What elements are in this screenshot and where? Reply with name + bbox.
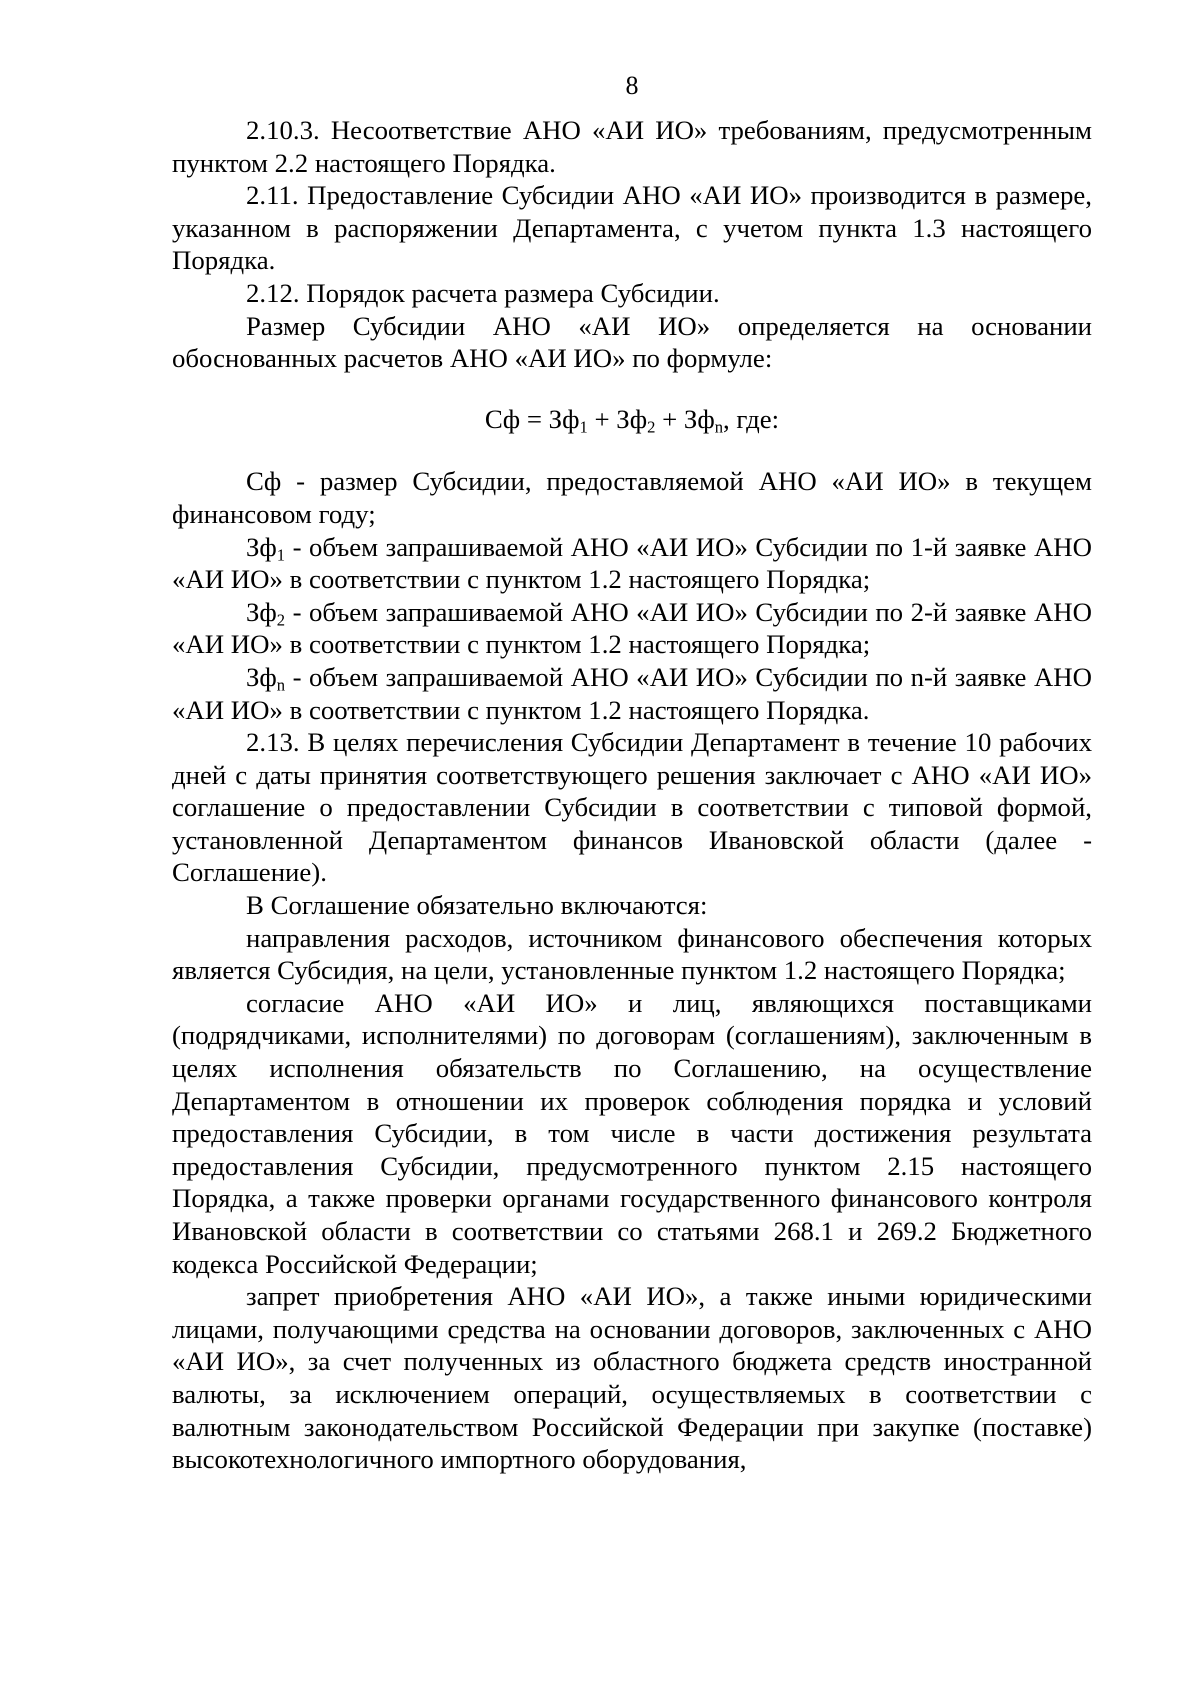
definition-zfn-symbol: Зф (246, 661, 277, 692)
paragraph-2-13: 2.13. В целях перечисления Субсидии Департамент в течение 10 рабочих дней с даты принятия соответствующего решения заключает с АНО «АИ ИО» соглашение о предоставлении Субсидии в соответствии с типовой формой, установленной Департаментом финансов Ивановской области (далее - Соглашение). (172, 727, 1092, 888)
paragraph-currency-ban: запрет приобретения АНО «АИ ИО», а также иными юридическими лицами, получающими средства на основании договоров, заключенных с АНО «АИ ИО», за счет полученных из областного бюджета средств иностранной валюты, за исключением операций, осуществляемых в соответствии с валютным законодательством Российской Федерации при закупке (поставке) высокотехнологичного импортного оборудования, (172, 1281, 1092, 1475)
paragraph-2-12: 2.12. Порядок расчета размера Субсидии. (246, 277, 720, 308)
paragraph-expense-directions: направления расходов, источником финансового обеспечения которых является Субсидия, на цели, установленные пунктом 1.2 настоящего Порядка; (172, 922, 1092, 986)
definition-zf2-symbol: Зф (246, 596, 277, 627)
formula-sub-2: 2 (647, 417, 656, 437)
definition-zf1-sub: 1 (276, 545, 286, 565)
formula-plus-2: + Зф (655, 403, 715, 434)
definition-zf1-symbol: Зф (246, 531, 277, 562)
definition-zf2-text: - объем запрашиваемой АНО «АИ ИО» Субсидии по 2-й заявке АНО «АИ ИО» в соответствии с пунктом 1.2 настоящего Порядка; (172, 596, 1092, 660)
definition-zf1-text: - объем запрашиваемой АНО «АИ ИО» Субсидии по 1-й заявке АНО «АИ ИО» в соответствии с пунктом 1.2 настоящего Порядка; (172, 531, 1092, 595)
paragraph-subsidy-size: Размер Субсидии АНО «АИ ИО» определяется на основании обоснованных расчетов АНО «АИ ИО» по формуле: (172, 310, 1092, 374)
paragraph-2-10-3: 2.10.3. Несоответствие АНО «АИ ИО» требованиям, предусмотренным пунктом 2.2 настоящего Порядка. (172, 115, 1092, 178)
formula-lhs: Сф = Зф (484, 403, 580, 434)
definition-zf2-sub: 2 (276, 610, 286, 630)
definition-zf1 (172, 531, 1092, 596)
paragraph-agreement-includes: В Соглашение обязательно включаются: (246, 890, 708, 921)
formula-sub-1: 1 (579, 417, 588, 437)
subsidy-formula (172, 403, 1092, 436)
page-number: 8 (625, 71, 639, 100)
document-body (172, 114, 1092, 1476)
definition-zfn (172, 661, 1092, 726)
formula-tail: , где: (723, 403, 780, 434)
definition-zf2 (172, 596, 1092, 661)
definition-sf: Сф - размер Субсидии, предоставляемой АНО «АИ ИО» в текущем финансовом году; (172, 466, 1092, 529)
definition-zfn-sub: n (276, 675, 286, 695)
paragraph-2-11: 2.11. Предоставление Субсидии АНО «АИ ИО» производится в размере, указанном в распоряжении Департамента, с учетом пункта 1.3 настоящего Порядка. (172, 180, 1092, 276)
formula-plus-1: + Зф (587, 403, 648, 434)
paragraph-consent-inspections: согласие АНО «АИ ИО» и лиц, являющихся поставщиками (подрядчиками, исполнителями) по договорам (соглашениям), заключенным в целях исполнения обязательств по Соглашению, на осуществление Департаментом в отношении их проверок соблюдения порядка и условий предоставления Субсидии, в том числе в части достижения результата предоставления Субсидии, предусмотренного пунктом 2.15 настоящего Порядка, а также проверки органами государственного финансового контроля Ивановской области в соответствии со статьями 268.1 и 269.2 Бюджетного кодекса Российской Федерации; (172, 987, 1092, 1279)
definition-zfn-text: - объем запрашиваемой АНО «АИ ИО» Субсидии по n-й заявке АНО «АИ ИО» в соответствии с пунктом 1.2 настоящего Порядка. (172, 661, 1092, 725)
formula-sub-n: n (714, 417, 724, 437)
